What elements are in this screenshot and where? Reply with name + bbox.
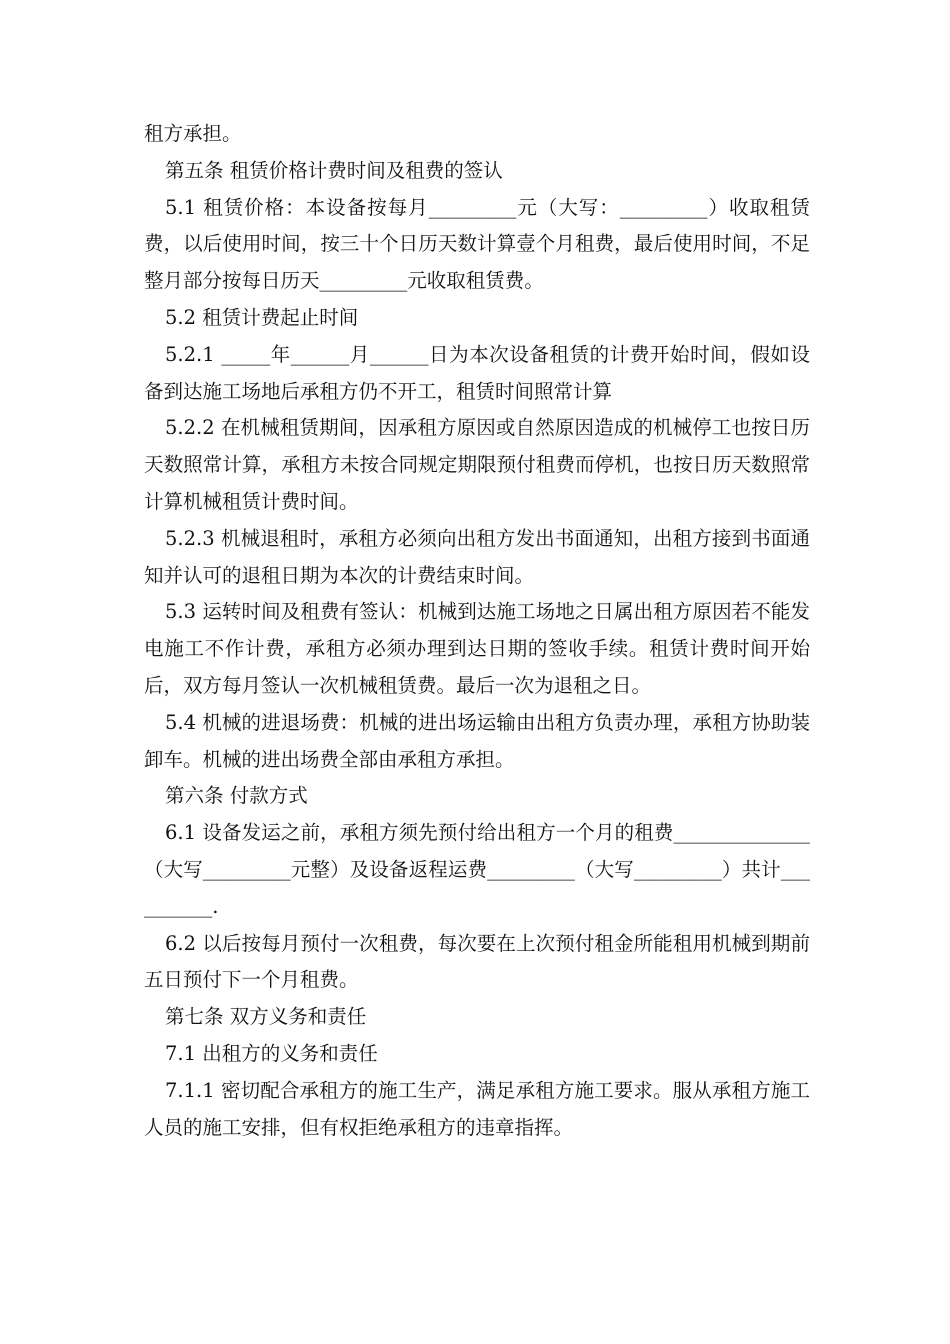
clause-5-2-3: 5.2.3 机械退租时，承租方必须向出租方发出书面通知，出租方接到书面通知并认可的退租日期为本次的计费结束时间。 (144, 526, 810, 587)
clause-7-1: 7.1 出租方的义务和责任 (165, 1041, 378, 1065)
clause-5-2: 5.2 租赁计费起止时间 (165, 305, 359, 329)
article-7-heading: 第七条 双方义务和责任 (165, 1005, 367, 1029)
document-body (144, 116, 810, 1146)
clause-6-1: 6.1 设备发运之前，承租方须先预付给出租方一个月的租费______________（大写_________元整）及设备返程运费_________（大写_________）共计__________. (144, 821, 810, 918)
clause-7-1-1: 7.1.1 密切配合承租方的施工生产，满足承租方施工要求。服从承租方施工人员的施工安排，但有权拒绝承租方的违章指挥。 (144, 1078, 810, 1139)
paragraph-continuation: 租方承担。 (144, 122, 242, 145)
article-5-heading: 第五条 租赁价格计费时间及租费的签认 (165, 158, 503, 182)
clause-5-1: 5.1 租赁价格：本设备按每月_________元（大写：_________）收取租赁费，以后使用时间，按三十个日历天数计算壹个月租费，最后使用时间，不足整月部分按每日历天_________元收取租赁费。 (144, 195, 810, 293)
clause-5-3: 5.3 运转时间及租费有签认：机械到达施工场地之日属出租方原因若不能发电施工不作计费，承租方必须办理到达日期的签收手续。租赁计费时间开始后，双方每月签认一次机械租赁费。最后一次为退租之日。 (144, 600, 810, 697)
clause-6-2: 6.2 以后按每月预付一次租费，每次要在上次预付租金所能租用机械到期前五日预付下一个月租费。 (144, 931, 810, 992)
article-6-heading: 第六条 付款方式 (165, 784, 308, 808)
clause-5-4: 5.4 机械的进退场费：机械的进出场运输由出租方负责办理，承租方协助装卸车。机械的进出场费全部由承租方承担。 (144, 710, 810, 771)
clause-5-2-1: 5.2.1 _____年______月______日为本次设备租赁的计费开始时间，假如设备到达施工场地后承租方仍不开工，租赁时间照常计算 (144, 342, 810, 403)
clause-5-2-2: 5.2.2 在机械租赁期间，因承租方原因或自然原因造成的机械停工也按日历天数照常计算，承租方未按合同规定期限预付租费而停机，也按日历天数照常计算机械租赁计费时间。 (144, 416, 810, 513)
